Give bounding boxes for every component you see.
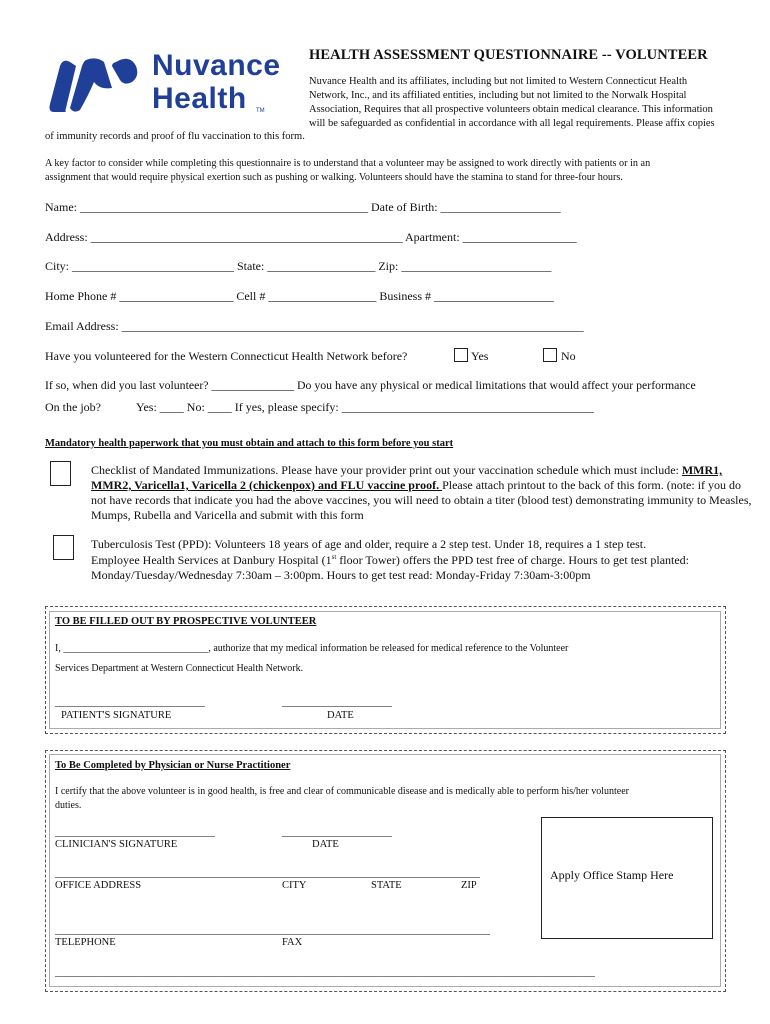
certify-line-1: I certify that the above volunteer is in good health, is free and clear of communicable disease and is medically able to perform his/her volunteer (55, 786, 629, 797)
tb-sup: st (331, 553, 337, 561)
on-job-options[interactable]: Yes: ____ No: ____ If yes, please specify: __________________________________________ (136, 400, 594, 414)
logo-text-health: Health (152, 82, 247, 115)
intro-line-2: Network, Inc., and its affiliated entities, including but not limited to the Norwalk Hospital (309, 90, 687, 101)
intro-line-4: will be safeguarded as confidential in accordance with all legal requirements. Please affix copies (309, 118, 715, 129)
tb-line-2b: floor Tower) offers the PPD test free of charge. Hours to get test planted: (336, 553, 690, 567)
imm-text-b: MMR1, (681, 463, 723, 477)
volunteer-section-heading: TO BE FILLED OUT BY PROSPECTIVE VOLUNTEER (55, 616, 317, 627)
yes-checkbox[interactable] (454, 348, 468, 362)
key-factor-line-2: assignment that would require physical exertion such as pushing or walking. Volunteers should have the stamina to stand for three-four hours. (45, 172, 623, 183)
patient-date-line[interactable]: ______________________ (282, 697, 392, 708)
physician-section-heading: To Be Completed by Physician or Nurse Practitioner (55, 760, 291, 771)
patient-date-label: DATE (327, 710, 354, 721)
intro-line-5: of immunity records and proof of flu vaccination to this form. (45, 131, 305, 142)
telephone-label: TELEPHONE (55, 937, 116, 948)
logo-text-nuvance: Nuvance (152, 49, 281, 82)
telephone-line[interactable]: _______________________________________________________________________________________ (55, 925, 490, 936)
name-dob-field[interactable]: Name: ________________________________________________ Date of Birth: ____________________ (45, 200, 561, 214)
no-checkbox[interactable] (543, 348, 557, 362)
bottom-line[interactable]: ____________________________________________________________________________________________________________ (55, 967, 595, 978)
office-stamp-label: Apply Office Stamp Here (550, 868, 674, 882)
tb-line-2 (91, 553, 689, 568)
logo-trademark: TM (256, 108, 265, 114)
authorize-line-1[interactable]: I, _____________________________, authorize that my medical information be released for medical reference to the Volunteer (55, 643, 569, 654)
office-address-line[interactable]: _____________________________________________________________________________________ (55, 868, 480, 879)
last-volunteer-field[interactable]: If so, when did you last volunteer? ______________ Do you have any physical or medical limitations that would affect your performance (45, 378, 696, 392)
certify-line-2: duties. (55, 800, 82, 811)
imm-text-d: Please attach printout to the back of this form. (note: if you do not have records that indicate you had the above vaccines, you will need to obtain a titer (blood test) demonstrating immunity to Measles, Mumps, Rubella and Varicella and submit with this form (91, 478, 752, 522)
intro-line-1: Nuvance Health and its affiliates, including but not limited to Western Connecticut Health (309, 76, 688, 87)
imm-text-c: MMR2, Varicella1, Varicella 2 (chickenpox) and FLU vaccine proof. (91, 478, 443, 492)
fax-label: FAX (282, 937, 303, 948)
office-address-label: OFFICE ADDRESS (55, 880, 142, 891)
tb-line-1: Tuberculosis Test (PPD): Volunteers 18 years of age and older, require a 2 step test. Under 18, requires a 1 step test. (91, 537, 647, 551)
clinician-date-label: DATE (312, 839, 339, 850)
tb-line-3: Monday/Tuesday/Wednesday 7:30am – 3:00pm. Hours to get test read: Monday-Friday 7:30am-3:00pm (91, 568, 591, 582)
volunteered-question: Have you volunteered for the Western Connecticut Health Network before? (45, 349, 408, 363)
yes-label: Yes (471, 349, 489, 363)
key-factor-line-1: A key factor to consider while completing this questionnaire is to understand that a volunteer may be assigned to work directly with patients or in an (45, 158, 651, 169)
email-field[interactable]: Email Address: _____________________________________________________________________________ (45, 319, 584, 333)
intro-line-3: Association, Requires that all prospective volunteers obtain medical clearance. This information (309, 104, 713, 115)
tb-checkbox[interactable] (53, 535, 74, 560)
clinician-signature-label: CLINICIAN'S SIGNATURE (55, 839, 178, 850)
no-label: No (561, 349, 576, 363)
city-state-zip-field[interactable]: City: ___________________________ State: __________________ Zip: _________________________ (45, 259, 552, 273)
clinician-signature-line[interactable]: ________________________________ (55, 827, 215, 838)
state-label: STATE (371, 880, 402, 891)
patient-signature-line[interactable]: ______________________________ (55, 697, 205, 708)
zip-label: ZIP (461, 880, 477, 891)
nuvance-logo-mark-icon (46, 52, 144, 118)
tb-line-2a: Employee Health Services at Danbury Hospital (1 (91, 553, 332, 567)
nuvance-logo (46, 49, 296, 122)
authorize-line-2: Services Department at Western Connecticut Health Network. (55, 663, 304, 674)
clinician-date-line[interactable]: ______________________ (282, 827, 392, 838)
immunizations-checkbox[interactable] (50, 461, 71, 486)
phone-field[interactable]: Home Phone # ___________________ Cell # __________________ Business # ____________________ (45, 289, 554, 303)
form-title: HEALTH ASSESSMENT QUESTIONNAIRE -- VOLUNTEER (309, 47, 708, 63)
on-job-label: On the job? (45, 400, 101, 414)
imm-text-a: Checklist of Mandated Immunizations. Please have your provider print out your vaccination schedule which must include: (91, 463, 682, 477)
address-field[interactable]: Address: ____________________________________________________ Apartment: ___________________ (45, 230, 577, 244)
patient-signature-label: PATIENT'S SIGNATURE (61, 710, 172, 721)
immunizations-text (91, 463, 756, 523)
city-label: CITY (282, 880, 307, 891)
mandatory-heading: Mandatory health paperwork that you must obtain and attach to this form before you start (45, 438, 454, 449)
